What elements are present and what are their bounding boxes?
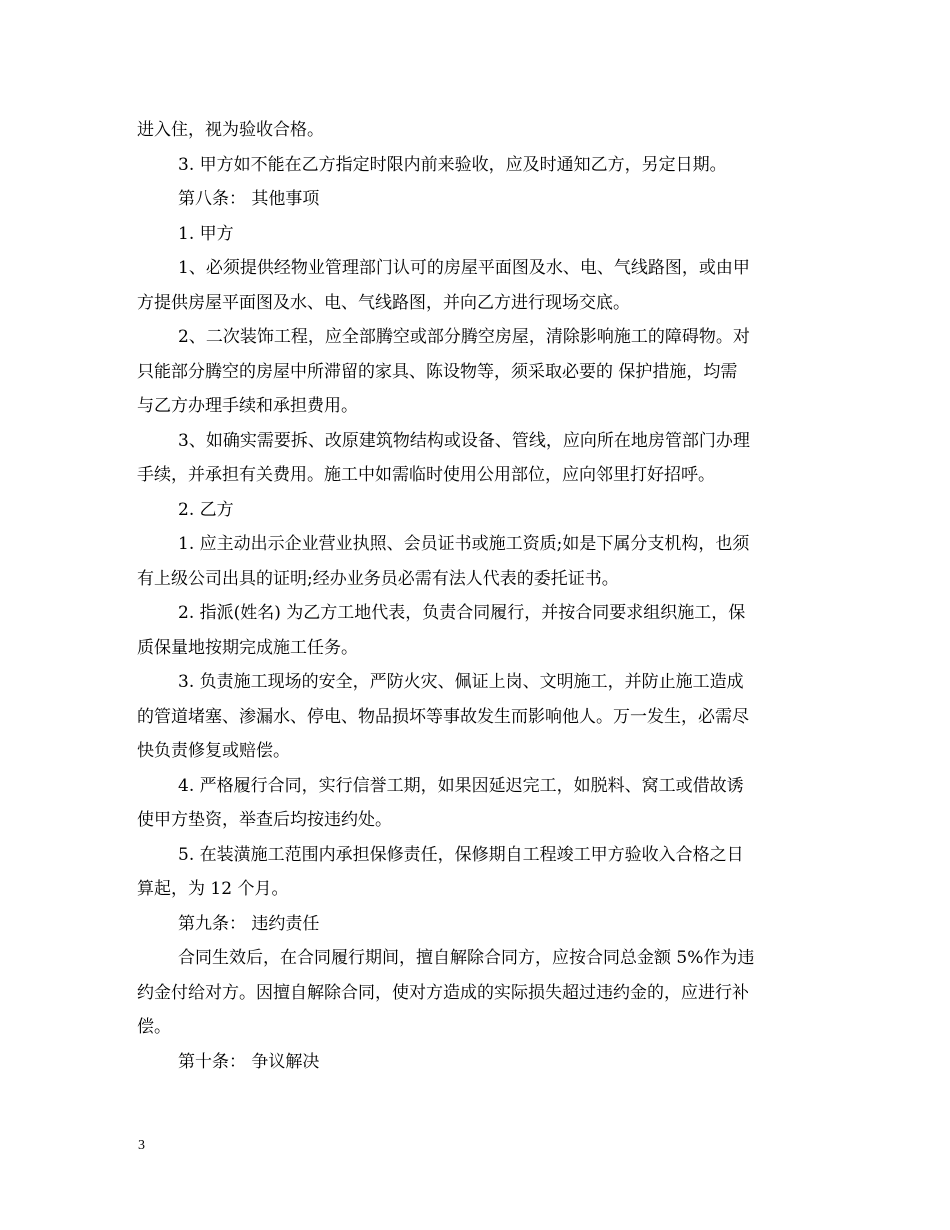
text-line: 2、二次装饰工程，应全部腾空或部分腾空房屋，清除影响施工的障碍物。对 bbox=[178, 327, 750, 347]
text-line: 3. 负责施工现场的安全，严防火灾、佩证上岗、文明施工，并防止施工造成 bbox=[178, 672, 744, 692]
text-line: 3、如确实需要拆、改原建筑物结构或设备、管线，应向所在地房管部门办理 bbox=[178, 431, 750, 451]
subsection-heading: 2. 乙方 bbox=[178, 500, 234, 520]
text-line: 算起，为 12 个月。 bbox=[137, 879, 289, 899]
text-line: 4. 严格履行合同，实行信誉工期，如果因延迟完工，如脱料、窝工或借故诱 bbox=[178, 776, 744, 796]
text-line: 偿。 bbox=[137, 1017, 171, 1037]
text-line: 进入住，视为验收合格。 bbox=[137, 120, 324, 140]
subsection-heading: 1. 甲方 bbox=[178, 224, 234, 244]
text-line: 5. 在装潢施工范围内承担保修责任，保修期自工程竣工甲方验收入合格之日 bbox=[178, 845, 744, 865]
text-line: 3. 甲方如不能在乙方指定时限内前来验收，应及时通知乙方，另定日期。 bbox=[178, 155, 727, 175]
text-line: 手续，并承担有关费用。施工中如需临时使用公用部位，应向邻里打好招呼。 bbox=[137, 465, 715, 485]
text-line: 约金付给对方。因擅自解除合同，使对方造成的实际损失超过违约金的，应进行补 bbox=[137, 983, 749, 1003]
text-line: 快负责修复或赔偿。 bbox=[137, 741, 290, 761]
section-heading: 第八条： 其他事项 bbox=[178, 189, 320, 209]
text-line: 质保量地按期完成施工任务。 bbox=[137, 638, 358, 658]
text-line: 的管道堵塞、渗漏水、停电、物品损坏等事故发生而影响他人。万一发生，必需尽 bbox=[137, 707, 749, 727]
text-line: 1、必须提供经物业管理部门认可的房屋平面图及水、电、气线路图，或由甲 bbox=[178, 258, 750, 278]
text-line: 2. 指派(姓名) 为乙方工地代表，负责合同履行，并按合同要求组织施工，保 bbox=[178, 603, 746, 623]
text-line: 有上级公司出具的证明;经办业务员必需有法人代表的委托证书。 bbox=[137, 569, 619, 589]
text-line: 方提供房屋平面图及水、电、气线路图，并向乙方进行现场交底。 bbox=[137, 293, 630, 313]
text-line: 使甲方垫资，举查后均按违约处。 bbox=[137, 810, 392, 830]
section-heading: 第九条： 违约责任 bbox=[178, 914, 320, 934]
text-line: 合同生效后，在合同履行期间，擅自解除合同方，应按合同总金额 5%作为违 bbox=[178, 948, 755, 968]
text-line: 与乙方办理手续和承担费用。 bbox=[137, 396, 358, 416]
text-line: 1. 应主动出示企业营业执照、会员证书或施工资质;如是下属分支机构，也须 bbox=[178, 534, 750, 554]
page-number: 3 bbox=[138, 1138, 145, 1153]
section-heading: 第十条： 争议解决 bbox=[178, 1052, 320, 1072]
text-line: 只能部分腾空的房屋中所滞留的家具、陈设物等，须采取必要的 保护措施，均需 bbox=[137, 362, 738, 382]
